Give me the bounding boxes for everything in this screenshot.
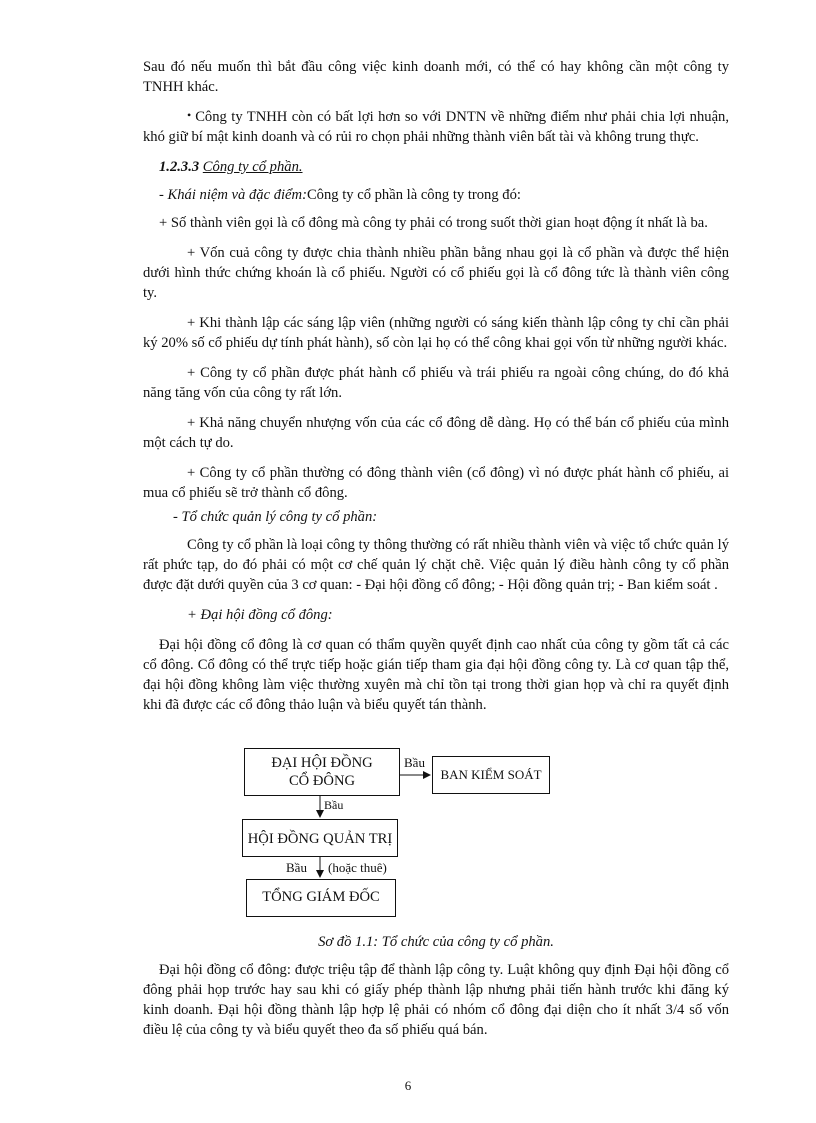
after-paragraph: Đại hội đồng cổ đông: được triệu tập để thành lập công ty. Luật không quy định Đại hội đồng cổ đông phải họp trước hay sau khi có giấy phép thành lập nhưng phải tiến hành trước khi đăng ký kinh doanh. Đại hội đồng thành lập hợp lệ phải có nhóm cổ đông đại diện cho ít nhất 3/4 số vốn điều lệ của công ty và biểu quyết theo đa số phiếu quá bán. bbox=[143, 962, 729, 1038]
text-block-top bbox=[143, 57, 729, 725]
label-elect-right: Bầu bbox=[404, 755, 425, 770]
item-6: + Công ty cổ phần thường có đông thành viên (cổ đông) vì nó được phát hành cổ phiếu, ai mua cổ phiếu sẽ trở thành cổ đông. bbox=[143, 465, 729, 501]
heading-number: 1.2.3.3 bbox=[159, 159, 200, 175]
paragraph-bullet-text: Công ty TNHH còn có bất lợi hơn so với DNTN về những điểm như phải chia lợi nhuận, khó giữ bí mật kinh doanh và có rủi ro chọn phải những thành viên bất tài và không trung thực. bbox=[143, 109, 729, 145]
org-paragraph: Công ty cổ phần là loại công ty thông thường có rất nhiều thành viên và việc tổ chức quản lý rất phức tạp, do đó phải có một cơ chế quản lý chặt chẽ. Việc quản lý điều hành công ty cổ phần được đặt dưới quyền của 3 cơ quan: - Đại hội đồng cổ đông; - Hội đồng quản trị; - Ban kiểm soát . bbox=[143, 537, 729, 593]
board-box: HỘI ĐỒNG QUẢN TRỊ bbox=[242, 819, 398, 857]
item-2: + Vốn cuả công ty được chia thành nhiều phần bằng nhau gọi là cổ phần và được thể hiện dưới hình thức chứng khoán là cổ phiếu. Người có cổ phiếu gọi là cổ đông tức là thành viên công ty. bbox=[143, 245, 729, 301]
label-elect-down-2: Bầu bbox=[286, 860, 307, 875]
bullet-icon: • bbox=[187, 108, 192, 122]
paragraph-bullet bbox=[143, 107, 729, 147]
supervisory-box: BAN KIỂM SOÁT bbox=[432, 756, 550, 794]
concept-text: Công ty cổ phần là công ty trong đó: bbox=[306, 187, 521, 203]
concept-label: - Khái niệm và đặc điểm: bbox=[159, 187, 307, 203]
item-3: + Khi thành lập các sáng lập viên (những người có sáng kiến thành lập công ty chỉ cần phải ký 20% số cổ phiếu dự tính phát hành), số còn lại họ có thể công khai gọi vốn từ những người khác. bbox=[143, 315, 729, 351]
agm-box-line1: ĐẠI HỘI ĐỒNG bbox=[271, 755, 373, 771]
concept-paragraph bbox=[143, 185, 729, 205]
diagram-caption: Sơ đồ 1.1: Tổ chức của công ty cổ phần. bbox=[318, 934, 554, 950]
agm-label: + Đại hội đồng cổ đông: bbox=[187, 607, 333, 623]
agm-paragraph: Đại hội đồng cổ đông là cơ quan có thẩm quyền quyết định cao nhất của công ty gồm tất cả các cổ đông. Cổ đông có thể trực tiếp hoặc gián tiếp tham gia đại hội đồng công ty. Là cơ quan tập thể, đại hội đồng không làm việc thường xuyên mà chỉ tồn tại trong thời gian họp và chỉ ra quyết định khi đã được các cổ đông thảo luận và biểu quyết tán thành. bbox=[143, 637, 729, 713]
heading-title: Công ty cổ phần. bbox=[202, 159, 303, 175]
paragraph-1: Sau đó nếu muốn thì bắt đầu công việc kinh doanh mới, có thể có hay không cần một công ty TNHH khác. bbox=[143, 59, 729, 95]
label-elect-down-1: Bầu bbox=[324, 798, 344, 812]
page-number: 6 bbox=[404, 1078, 412, 1093]
item-4: + Công ty cổ phần được phát hành cổ phiếu và trái phiếu ra ngoài công chúng, do đó khả năng tăng vốn của công ty rất lớn. bbox=[143, 365, 729, 401]
section-heading bbox=[143, 157, 729, 177]
item-5: + Khả năng chuyển nhượng vốn của các cổ đông dễ dàng. Họ có thể bán cổ phiếu của mình một cách tự do. bbox=[143, 415, 729, 451]
agm-box-line2: CỔ ĐÔNG bbox=[288, 773, 356, 789]
item-1: + Số thành viên gọi là cổ đông mà công ty phải có trong suốt thời gian hoạt động ít nhất là ba. bbox=[159, 215, 708, 231]
agm-box bbox=[244, 748, 400, 796]
text-block-bottom bbox=[143, 960, 729, 1050]
label-or-hire: (hoặc thuê) bbox=[328, 860, 387, 875]
org-label: - Tổ chức quản lý công ty cổ phần: bbox=[173, 509, 378, 525]
ceo-box: TỔNG GIÁM ĐỐC bbox=[246, 879, 396, 917]
